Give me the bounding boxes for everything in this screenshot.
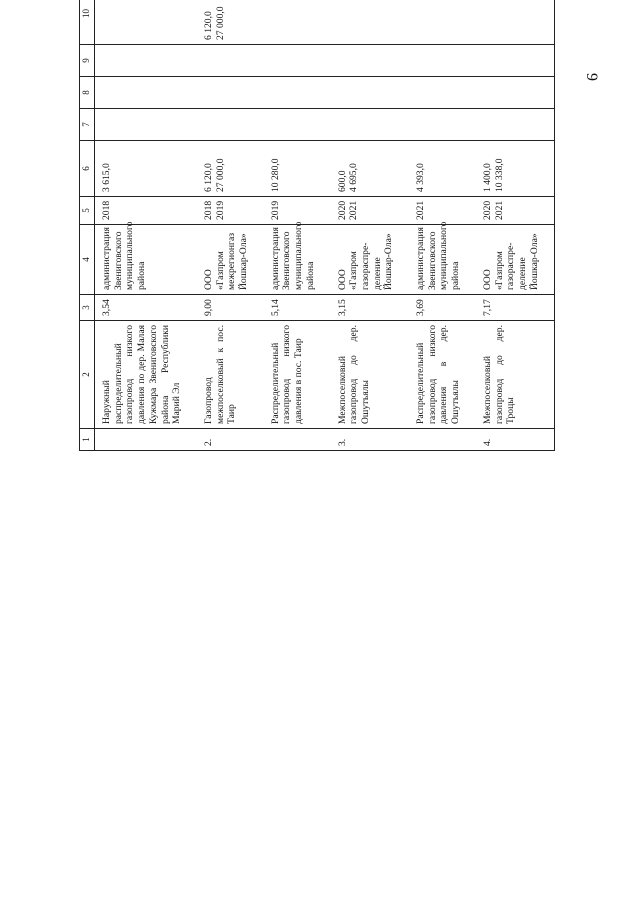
col-8 <box>476 77 555 109</box>
col-8 <box>331 77 410 109</box>
header-cell-2: 2 <box>80 321 95 429</box>
object-name: Межпоселковый газопровод до дер. Троцы <box>476 321 555 429</box>
header-row <box>80 0 95 451</box>
object-name: Наружный распределительный газопровод низкого давления по дер. Малая Кужмара Звениговского района Республики Марий Эл <box>95 321 197 429</box>
total-amount-line: 1 400,0 <box>481 163 493 192</box>
header-cell-10: 10 <box>80 0 95 45</box>
col-7 <box>264 109 331 141</box>
header-cell-3: 3 <box>80 295 95 321</box>
length-km: 3,69 <box>409 295 476 321</box>
object-name: Распределительный газопровод низкого давления в дер. Ошутъялы <box>409 321 476 429</box>
row-number <box>264 429 331 451</box>
table-row <box>95 0 197 451</box>
years-line: 2018 <box>202 200 214 220</box>
years-line: 2021 <box>493 200 505 220</box>
col-7 <box>95 109 197 141</box>
gas-pipeline-table <box>79 0 555 451</box>
years <box>409 197 476 225</box>
total-amount-line: 4 695,0 <box>348 163 360 192</box>
col-10-amount <box>331 0 410 45</box>
years-line: 2020 <box>481 200 493 220</box>
total-amount-line: 10 280,0 <box>269 158 281 192</box>
header-cell-9: 9 <box>80 45 95 77</box>
col-9 <box>476 45 555 77</box>
row-number: 4. <box>476 429 555 451</box>
table-row <box>409 0 476 451</box>
row-number: 3. <box>331 429 410 451</box>
executor: ООО «Газпром газораспре-деление Йошкар-Ола» <box>331 225 410 295</box>
col-7 <box>409 109 476 141</box>
object-name: Распределительный газопровод низкого давления в пос. Таир <box>264 321 331 429</box>
years-line: 2020 <box>336 200 348 220</box>
total-amount <box>409 141 476 197</box>
row-number <box>409 429 476 451</box>
length-km: 7,17 <box>476 295 555 321</box>
col-10-amount <box>197 0 264 45</box>
row-number <box>95 429 197 451</box>
col-9 <box>331 45 410 77</box>
col-7 <box>331 109 410 141</box>
object-name: Межпоселковый газопровод до дер. Ошутъялы <box>331 321 410 429</box>
years-line: 2019 <box>269 200 281 220</box>
years-line: 2018 <box>101 200 112 220</box>
years <box>95 197 197 225</box>
col-9 <box>95 45 197 77</box>
table-row <box>331 0 410 451</box>
col-10-amount <box>264 0 331 45</box>
object-name: Газопровод межпоселковый к пос. Таир <box>197 321 264 429</box>
total-amount-line: 10 338,0 <box>493 158 505 192</box>
total-amount <box>264 141 331 197</box>
col-9 <box>409 45 476 77</box>
header-cell-5: 5 <box>80 197 95 225</box>
table-body <box>95 0 555 451</box>
years <box>264 197 331 225</box>
years <box>331 197 410 225</box>
col-9 <box>197 45 264 77</box>
col-10-amount <box>476 0 555 45</box>
page-number: 9 <box>583 73 600 81</box>
rotated-table-wrapper <box>79 0 563 451</box>
length-km: 5,14 <box>264 295 331 321</box>
length-km: 3,15 <box>331 295 410 321</box>
executor: администрация Звениговского муниципального района <box>264 225 331 295</box>
header-cell-7: 7 <box>80 109 95 141</box>
executor: ООО «Газпром межрегионгаз Йошкар-Ола» <box>197 225 264 295</box>
col-8 <box>409 77 476 109</box>
total-amount-line: 3 615,0 <box>101 163 112 192</box>
years-line: 2021 <box>415 200 427 220</box>
col-10-amount-line: 6 120,0 <box>202 11 214 40</box>
table-row <box>197 0 264 451</box>
total-amount-line: 600,0 <box>336 170 348 192</box>
total-amount <box>476 141 555 197</box>
header-cell-1: 1 <box>80 429 95 451</box>
total-amount-line: 6 120,0 <box>202 163 214 192</box>
years <box>476 197 555 225</box>
total-amount <box>95 141 197 197</box>
years-line: 2019 <box>214 200 226 220</box>
total-amount-line: 4 393,0 <box>415 163 427 192</box>
total-amount-line: 27 000,0 <box>214 158 226 192</box>
col-7 <box>476 109 555 141</box>
total-amount <box>331 141 410 197</box>
table-row <box>264 0 331 451</box>
header-cell-4: 4 <box>80 225 95 295</box>
col-10-amount <box>95 0 197 45</box>
col-8 <box>264 77 331 109</box>
years-line: 2021 <box>348 200 360 220</box>
header-cell-6: 6 <box>80 141 95 197</box>
header-cell-8: 8 <box>80 77 95 109</box>
col-8 <box>197 77 264 109</box>
col-10-amount-line: 27 000,0 <box>214 6 226 40</box>
length-km: 9,00 <box>197 295 264 321</box>
executor: администрация Звениговского муниципального района <box>409 225 476 295</box>
col-8 <box>95 77 197 109</box>
length-km: 3,54 <box>95 295 197 321</box>
col-10-amount <box>409 0 476 45</box>
executor: администрация Звениговского муниципального района <box>95 225 197 295</box>
row-number: 2. <box>197 429 264 451</box>
col-7 <box>197 109 264 141</box>
table-row <box>476 0 555 451</box>
years <box>197 197 264 225</box>
executor: ООО «Газпром газораспре-деление Йошкар-Ола» <box>476 225 555 295</box>
total-amount <box>197 141 264 197</box>
col-9 <box>264 45 331 77</box>
